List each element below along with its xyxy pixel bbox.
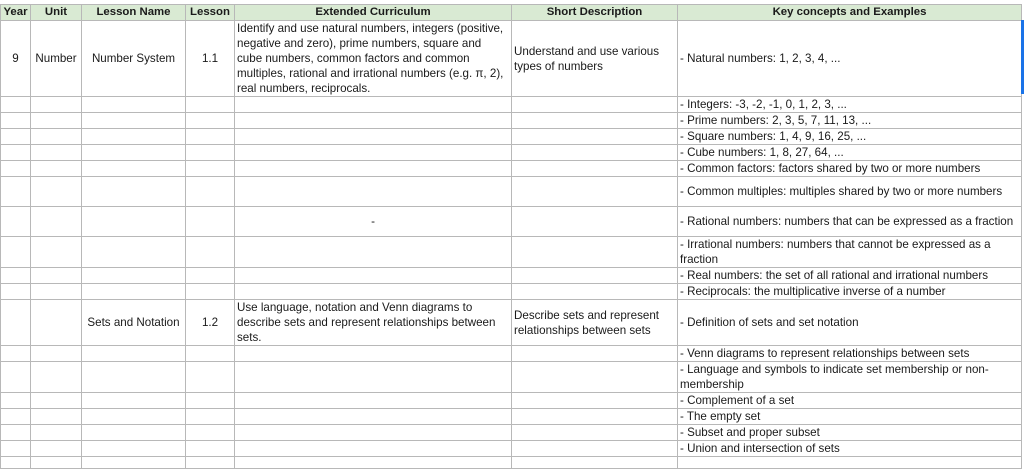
table-row [1,362,1022,393]
cell-empty[interactable] [512,362,678,393]
cell-empty[interactable] [512,441,678,457]
cell-empty[interactable] [186,362,235,393]
cell-empty[interactable] [82,268,186,284]
header-row [1,5,1022,21]
cell-empty[interactable] [186,441,235,457]
cell-empty[interactable] [235,97,512,113]
cell-empty[interactable] [512,284,678,300]
cell-empty[interactable] [512,161,678,177]
cell-unit[interactable]: Number [31,21,82,97]
cell-empty[interactable] [1,268,31,284]
cell-extended-curriculum[interactable]: Use language, notation and Venn diagrams to describe sets and represent relationships between sets. [235,300,512,346]
cell-empty[interactable] [235,237,512,268]
cell-empty[interactable] [186,145,235,161]
cell-key-concept[interactable]: - The empty set [678,409,1022,425]
cell-empty[interactable] [82,177,186,207]
cell-empty[interactable] [186,284,235,300]
cell-empty[interactable] [31,409,82,425]
cell-empty[interactable] [186,346,235,362]
cell-empty[interactable] [82,362,186,393]
cell-empty[interactable] [235,441,512,457]
cell-empty[interactable] [1,362,31,393]
cell-lesson-name[interactable]: Number System [82,21,186,97]
table-row [1,284,1022,300]
cell-key-concept[interactable]: - Reciprocals: the multiplicative inverse of a number [678,284,1022,300]
cell-empty[interactable] [31,457,82,469]
cell-empty[interactable] [1,97,31,113]
cell-key-concept[interactable]: - Language and symbols to indicate set membership or non-membership [678,362,1022,393]
cell-empty[interactable] [1,284,31,300]
cell-empty[interactable] [235,425,512,441]
cell-empty[interactable] [82,346,186,362]
cell-empty[interactable] [235,393,512,409]
table-row [1,425,1022,441]
header-extended-curriculum[interactable]: Extended Curriculum [235,5,512,21]
cell-empty[interactable] [1,346,31,362]
cell-key-concept[interactable]: - Irrational numbers: numbers that cannot be expressed as a fraction [678,237,1022,268]
cell-empty[interactable] [235,113,512,129]
cell-empty[interactable] [82,145,186,161]
cell-empty[interactable] [82,284,186,300]
cell-empty[interactable] [31,441,82,457]
cell-empty[interactable] [1,457,31,469]
cell-empty[interactable] [31,362,82,393]
cell-key-concept[interactable]: - Real numbers: the set of all rational and irrational numbers [678,268,1022,284]
cell-empty[interactable] [82,457,186,469]
cell-key-concept[interactable]: - Subset and proper subset [678,425,1022,441]
cell-empty[interactable] [235,145,512,161]
cell-empty[interactable] [186,113,235,129]
cell-empty[interactable] [512,425,678,441]
cell-empty[interactable] [31,129,82,145]
cell-empty[interactable] [186,177,235,207]
cell-empty[interactable] [1,409,31,425]
cell-empty[interactable] [512,177,678,207]
cell-empty[interactable] [1,425,31,441]
cell-year[interactable]: 9 [1,21,31,97]
cell-empty[interactable] [31,177,82,207]
cell-stray-mark[interactable]: - [235,207,512,237]
header-short-description[interactable]: Short Description [512,5,678,21]
table-row [1,346,1022,362]
cell-empty[interactable] [82,393,186,409]
cell-empty[interactable] [512,457,678,469]
cell-short-description[interactable]: Understand and use various types of numbers [512,21,678,97]
cell-empty[interactable] [82,129,186,145]
table-row [1,457,1022,469]
cell-empty[interactable] [235,129,512,145]
cell-empty[interactable] [82,97,186,113]
cell-empty[interactable] [82,441,186,457]
cell-empty[interactable] [512,237,678,268]
cell-key-concept[interactable]: - Complement of a set [678,393,1022,409]
cell-key-concept[interactable]: - Prime numbers: 2, 3, 5, 7, 11, 13, ... [678,113,1022,129]
cell-empty[interactable] [186,129,235,145]
cell-empty[interactable] [31,207,82,237]
cell-empty[interactable] [31,97,82,113]
cell-key-concept[interactable]: - Common multiples: multiples shared by two or more numbers [678,177,1022,207]
table-row [1,21,1022,97]
cell-empty[interactable] [82,161,186,177]
cell-empty[interactable] [512,145,678,161]
cell-key-concept[interactable]: - Venn diagrams to represent relationships between sets [678,346,1022,362]
cell-empty[interactable] [186,97,235,113]
cell-empty[interactable] [82,409,186,425]
cell-lesson-name[interactable]: Sets and Notation [82,300,186,346]
cell-lesson[interactable]: 1.1 [186,21,235,97]
cell-empty[interactable] [82,425,186,441]
cell-empty[interactable] [512,113,678,129]
header-lesson-name[interactable]: Lesson Name [82,5,186,21]
header-lesson[interactable]: Lesson [186,5,235,21]
cell-empty[interactable] [31,425,82,441]
cell-empty[interactable] [31,268,82,284]
cell-empty[interactable] [31,113,82,129]
cell-empty[interactable] [186,161,235,177]
cell-empty[interactable] [512,129,678,145]
cell-empty[interactable] [1,145,31,161]
curriculum-table [0,4,1022,469]
cell-empty[interactable] [82,207,186,237]
cell-empty[interactable] [31,300,82,346]
table-row [1,207,1022,237]
cell-empty[interactable] [235,346,512,362]
table-row [1,409,1022,425]
cell-empty[interactable] [235,161,512,177]
cell-extended-curriculum[interactable]: Identify and use natural numbers, integers (positive, negative and zero), prime numbers, square and cube numbers, common factors and common multiples, rational and irrational numbers (e.g. π, 2), real numbers, reciprocals. [235,21,512,97]
table-row [1,97,1022,113]
table-row [1,113,1022,129]
cell-empty[interactable] [1,237,31,268]
cell-empty[interactable] [82,113,186,129]
cell-empty[interactable] [186,393,235,409]
table-row [1,237,1022,268]
cell-empty[interactable] [1,129,31,145]
table-row [1,129,1022,145]
cell-empty[interactable] [512,346,678,362]
cell-empty[interactable] [1,113,31,129]
table-row [1,161,1022,177]
cell-empty[interactable] [186,268,235,284]
cell-empty[interactable] [235,409,512,425]
cell-lesson[interactable]: 1.2 [186,300,235,346]
cell-empty[interactable] [678,457,1022,469]
cell-empty[interactable] [1,207,31,237]
cell-key-concept[interactable]: - Rational numbers: numbers that can be expressed as a fraction [678,207,1022,237]
cell-empty[interactable] [512,97,678,113]
cell-key-concept[interactable]: - Definition of sets and set notation [678,300,1022,346]
cell-empty[interactable] [31,393,82,409]
cell-empty[interactable] [235,284,512,300]
header-year[interactable]: Year [1,5,31,21]
cell-empty[interactable] [31,161,82,177]
cell-empty[interactable] [1,177,31,207]
cell-empty[interactable] [512,268,678,284]
cell-key-concept[interactable]: - Square numbers: 1, 4, 9, 16, 25, ... [678,129,1022,145]
table-row [1,441,1022,457]
cell-empty[interactable] [235,362,512,393]
cell-empty[interactable] [1,161,31,177]
cell-key-concept[interactable]: - Common factors: factors shared by two or more numbers [678,161,1022,177]
cell-key-concept[interactable]: - Cube numbers: 1, 8, 27, 64, ... [678,145,1022,161]
cell-empty[interactable] [186,425,235,441]
cell-empty[interactable] [512,409,678,425]
table-row [1,300,1022,346]
cell-short-description[interactable]: Describe sets and represent relationships between sets [512,300,678,346]
cell-empty[interactable] [31,284,82,300]
cell-empty[interactable] [512,393,678,409]
cell-empty[interactable] [235,177,512,207]
cell-key-concept[interactable]: - Integers: -3, -2, -1, 0, 1, 2, 3, ... [678,97,1022,113]
cell-empty[interactable] [31,237,82,268]
cell-empty[interactable] [1,300,31,346]
cell-key-concept[interactable]: - Union and intersection of sets [678,441,1022,457]
table-row [1,393,1022,409]
cell-empty[interactable] [186,457,235,469]
cell-key-concept[interactable]: - Natural numbers: 1, 2, 3, 4, ... [678,21,1022,97]
table-row [1,145,1022,161]
cell-empty[interactable] [1,393,31,409]
cell-empty[interactable] [82,237,186,268]
table-row [1,268,1022,284]
cell-empty[interactable] [235,268,512,284]
header-unit[interactable]: Unit [31,5,82,21]
cell-empty[interactable] [235,457,512,469]
cell-empty[interactable] [186,409,235,425]
cell-empty[interactable] [186,237,235,268]
header-key-concepts[interactable]: Key concepts and Examples [678,5,1022,21]
cell-empty[interactable] [512,207,678,237]
cell-empty[interactable] [31,145,82,161]
table-row [1,177,1022,207]
cell-empty[interactable] [186,207,235,237]
cell-empty[interactable] [1,441,31,457]
cell-empty[interactable] [31,346,82,362]
